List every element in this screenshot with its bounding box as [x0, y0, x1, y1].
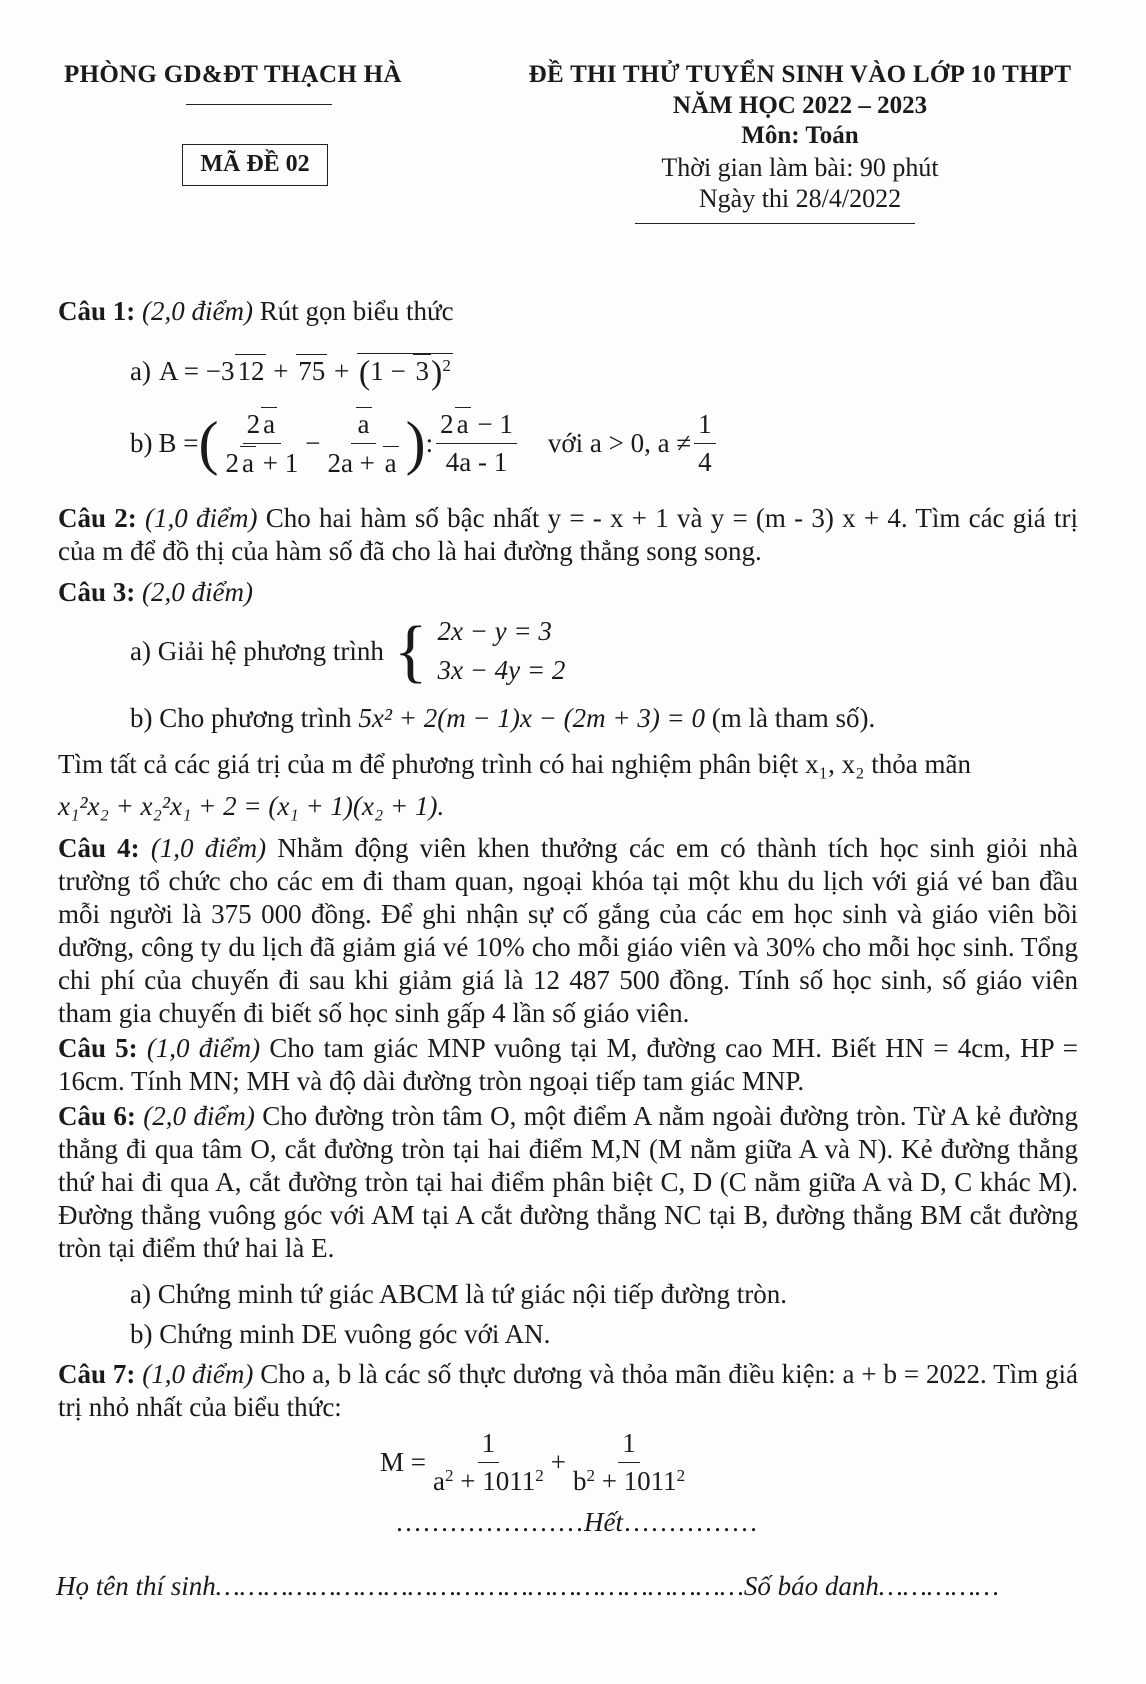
exam-date: Ngày thi 28/4/2022 [698, 184, 902, 214]
question-3b-find: Tìm tất cả các giá trị của m để phương trình có hai nghiệm phân biệt x₁, x₂ thỏa mãn [58, 749, 971, 779]
question-2 [58, 502, 1078, 568]
end-marker [395, 1506, 758, 1539]
equation-2: 3x − 4y = 2 [437, 655, 566, 685]
end-dots-right: …………… [622, 1507, 758, 1537]
end-dots-left: ………………… [395, 1507, 584, 1537]
question-label: Câu 1: [58, 296, 136, 326]
candidate-name-field: ………………………………………………………… [215, 1571, 744, 1601]
candidate-id-field: …………… [878, 1571, 999, 1601]
question-3b-condition: x₁²x₂ + x₂²x₁ + 2 = (x₁ + 1)(x₂ + 1). [58, 791, 445, 821]
question-text: Rút gọn biểu thức [252, 296, 454, 326]
department-name: PHÒNG GD&ĐT THẠCH HÀ [64, 61, 402, 88]
question-label: Câu 4: [58, 833, 140, 863]
parameter-note: (m là tham số). [711, 703, 876, 733]
question-points: (2,0 điểm) [142, 296, 253, 326]
candidate-info [56, 1570, 999, 1603]
question-6a: a) Chứng minh tứ giác ABCM là tứ giác nội tiếp đường tròn. [130, 1279, 787, 1309]
question-label: Câu 2: [58, 503, 137, 533]
question-label: Câu 3: [58, 577, 136, 607]
question-text: Cho a, b là các số thực dương và thỏa mãn điều kiện: a + b = 2022. Tìm giá trị nhỏ nhất của biểu thức: [58, 1359, 1079, 1422]
candidate-name-label: Họ tên thí sinh [56, 1571, 216, 1601]
part-text: a) Giải hệ phương trình [130, 635, 384, 666]
part-label: b) [130, 427, 153, 458]
exam-header [500, 60, 1100, 215]
subject: Môn: Toán [741, 122, 859, 149]
domain-condition: với a > 0, a ≠ $\frac{1}{4}$ [548, 408, 719, 479]
part-text: b) Cho phương trình [130, 703, 352, 733]
equation-system [437, 615, 565, 687]
question-points: (1,0 điểm) [146, 1033, 261, 1063]
question-label: Câu 6: [58, 1101, 136, 1131]
question-points: (1,0 điểm) [150, 833, 267, 863]
question-text: Nhằm động viên khen thưởng các em có thành tích học sinh giỏi nhà trường tổ chức cho các em đi tham quan, ngoại khóa tại một khu du lịch với giá vé ban đầu mỗi người là 375 000 đồng. Để ghi nhận sự cố gắng của các em học sinh và giáo viên bồi dưỡng, công ty du lịch đã giảm giá vé 10% cho mỗi giáo viên và 30% cho mỗi học sinh. Tổng chi phí của chuyến đi sau khi giảm giá là 12 487 500 đồng. Tính số học sinh, số giáo viên tham gia chuyến đi biết số học sinh gấp 4 lần số giáo viên. [58, 833, 1078, 1028]
end-text: Hết [584, 1507, 623, 1537]
school-year: NĂM HỌC 2022 – 2023 [672, 91, 928, 119]
question-7 [58, 1358, 1078, 1424]
exam-title: ĐỀ THI THỬ TUYỂN SINH VÀO LỚP 10 THPT [528, 61, 1072, 88]
question-label: Câu 5: [58, 1033, 138, 1063]
part-label: a) [130, 355, 151, 386]
exam-code-box: MÃ ĐỀ 02 [182, 144, 328, 186]
header-divider [186, 104, 332, 105]
question-points: (1,0 điểm) [142, 1359, 254, 1389]
question-1-heading [58, 295, 1078, 328]
duration: Thời gian làm bài: 90 phút [661, 152, 939, 182]
question-points: (2,0 điểm) [143, 1101, 255, 1131]
question-3a: a) Giải hệ phương trình { 2x − y = 3 3x − 4y = 2 [130, 612, 566, 690]
question-6 [58, 1100, 1078, 1265]
question-6b: b) Chứng minh DE vuông góc với AN. [130, 1319, 551, 1349]
question-text: Cho hai hàm số bậc nhất y = - x + 1 và y = (m - 3) x + 4. Tìm các giá trị của m để đồ thị của hàm số đã cho là hai đường thẳng song song. [58, 503, 1078, 566]
equation-1: 2x − y = 3 [437, 616, 552, 647]
expression-b: B = ( $\frac{2 a}{2 a + 1}$ − $\frac{a}{2a + a}$ ) : $\frac{2 a - 1}{4a - 1}$ [159, 407, 520, 480]
question-3-heading [58, 576, 1078, 609]
question-points: (1,0 điểm) [145, 503, 258, 533]
expression-a: A = −3 $12 + 75 + (1 - 3)^2$ [158, 354, 451, 392]
question-text: Cho tam giác MNP vuông tại M, đường cao MH. Biết HN = 4cm, HP = 16cm. Tính MN; MH và độ dài đường tròn ngoại tiếp tam giác MNP. [58, 1033, 1079, 1096]
question-4 [58, 832, 1078, 1030]
candidate-id-label: Số báo danh [743, 1571, 879, 1601]
question-points: (2,0 điểm) [142, 577, 253, 607]
question-text: Cho đường tròn tâm O, một điểm A nằm ngoài đường tròn. Từ A kẻ đường thẳng đi qua tâm O, cắt đường tròn tại hai điểm M,N (M nằm giữa A và N). Kẻ đường thẳng thứ hai đi qua A, cắt đường tròn tại hai điểm phân biệt C, D (C nằm giữa A và D, C khác M). Đường thẳng vuông góc với AM tại A cắt đường thẳng NC tại B, đường thẳng BM cắt đường tròn tại điểm thứ hai là E. [58, 1101, 1079, 1263]
question-label: Câu 7: [58, 1359, 136, 1389]
expression-m: M = $\frac{1}{a^2 + 1011^2}$ + $\frac{1}{b^2 + 1011^2}$ [380, 1427, 686, 1496]
quadratic-equation: 5x² + 2(m − 1)x − (2m + 3) = 0 [358, 703, 706, 733]
header-underline [635, 223, 915, 224]
question-1a [130, 340, 453, 402]
question-5 [58, 1032, 1078, 1098]
question-3b [130, 702, 875, 735]
question-1b [130, 398, 719, 488]
